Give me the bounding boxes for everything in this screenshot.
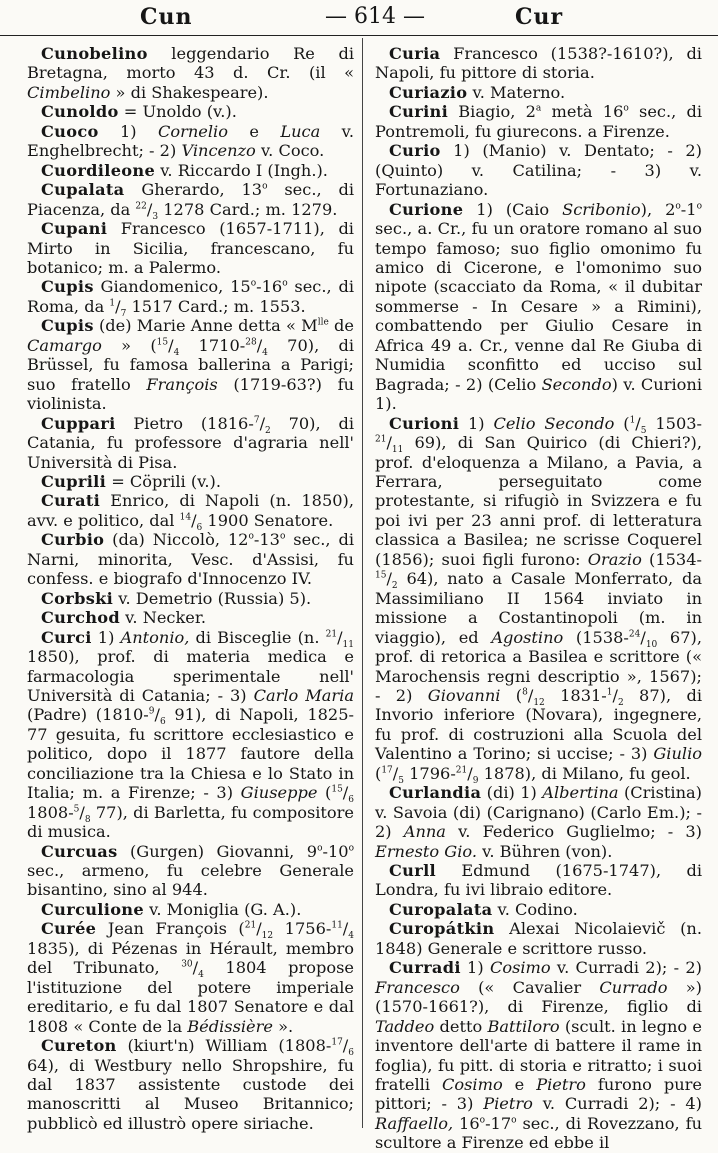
- entry-text: v. Codino.: [492, 899, 578, 919]
- entry-text: 87), di Invorio inferiore (Novara), ingegnere, fu prof. di costruzioni alla Scuola del Valentino a Torino; si uccise; - 3): [375, 685, 702, 764]
- entry-text: sec., di Roma, da: [27, 277, 354, 316]
- entry-italic-text: Vincenzo: [181, 141, 256, 161]
- entry-text: /: [386, 569, 392, 589]
- entry-text: e: [502, 1075, 537, 1095]
- entry-headword: Curia: [389, 44, 441, 63]
- entry-text: o: [696, 201, 702, 212]
- entry-text: 6: [348, 795, 354, 806]
- entry-text: -10: [322, 841, 349, 861]
- entry-text: = Cöprili (v.).: [106, 471, 221, 491]
- entry-text: (de) Marie Anne detta « M: [93, 316, 318, 336]
- entry-text: 4: [173, 348, 180, 359]
- entry-text: /: [168, 335, 174, 355]
- entry-text: 64), nato a Casale Monferrato, da Massimiliano II 1564 inviato in missione a Costantinopoli (m. in viaggio), ed: [375, 569, 702, 647]
- entry-text: 91), di Napoli, 1825-77 gesuita, fu scrittore ecclesiastico e politico, dopo il 1877 fautore della conciliazione tra la Chiesa e lo Stato in Italia; m. a Firenze; - 3): [27, 705, 354, 803]
- entry-text: ) v. Curioni 1).: [375, 374, 702, 414]
- entry-text: (: [500, 685, 523, 705]
- entry-text: /: [342, 1036, 349, 1056]
- entry-text: v. Riccardo I (Ingh.).: [155, 160, 328, 180]
- entry-text: o: [479, 1115, 486, 1126]
- dictionary-entry: [375, 861, 702, 900]
- entry-text: 9: [148, 707, 155, 718]
- entry-text: 1) (Caio: [463, 199, 563, 219]
- entry-headword: Cunoldo: [41, 102, 119, 122]
- entry-text: v. Federico Guglielmo; - 3): [445, 822, 703, 842]
- entry-text: » (: [101, 335, 157, 355]
- entry-headword: Curée: [41, 919, 97, 939]
- running-head-left: Cun: [140, 4, 193, 30]
- entry-text: /: [191, 510, 197, 530]
- entry-text: 6: [196, 523, 203, 534]
- entry-text: 1: [606, 687, 613, 698]
- entry-text: 1) (Manio) v. Dentato; - 2) (Quinto) v. Catilina; - 3) v. Fortunaziano.: [375, 141, 702, 200]
- entry-text: = Unoldo (v.).: [118, 102, 237, 122]
- entry-text: 2: [265, 425, 271, 436]
- page-header: [0, 0, 718, 42]
- entry-text: 11: [342, 639, 354, 650]
- entry-text: v. Enghelbrecht; - 2): [27, 121, 355, 161]
- entry-italic-text: Bédissière: [187, 1016, 273, 1036]
- entry-text: ».: [272, 1016, 294, 1036]
- entry-text: 1796-: [403, 763, 456, 783]
- entry-headword: Curll: [389, 861, 436, 881]
- entry-text: v. Bühren (von).: [476, 841, 613, 861]
- entry-text: (: [614, 413, 630, 433]
- dictionary-entry: [27, 919, 354, 1036]
- entry-text: 1: [629, 415, 636, 426]
- dictionary-entry: [375, 919, 702, 958]
- dictionary-entry: [375, 900, 702, 919]
- entry-text: o: [317, 843, 323, 854]
- entry-headword: Curculione: [41, 899, 144, 919]
- dictionary-entry: [27, 102, 354, 121]
- entry-text: 11: [331, 921, 343, 931]
- entry-text: 17: [381, 765, 393, 776]
- entry-italic-text: François: [146, 374, 218, 394]
- entry-text: /: [259, 413, 266, 433]
- entry-headword: Curiazio: [389, 82, 468, 102]
- entry-text: 5: [73, 804, 80, 815]
- entry-headword: Cuordileone: [41, 160, 156, 180]
- entry-headword: Curradi: [389, 958, 461, 978]
- entry-italic-text: Celio Secondo: [493, 413, 615, 433]
- entry-text: o: [511, 1115, 517, 1126]
- page-number: — 614 —: [325, 4, 425, 29]
- dictionary-entry: [375, 200, 702, 414]
- entry-text: 6: [348, 1048, 354, 1059]
- entry-text: 1710-: [179, 335, 246, 355]
- entry-italic-text: Giuseppe: [240, 783, 318, 803]
- entry-text: Pietro (1816-: [115, 413, 254, 433]
- entry-italic-text: Pietro: [483, 1094, 533, 1114]
- dictionary-entry: [375, 141, 702, 199]
- entry-text: 1831-: [544, 685, 607, 705]
- entry-headword: Curbio: [41, 530, 105, 550]
- entry-italic-text: Secondo: [541, 374, 612, 394]
- entry-text: 15: [331, 784, 343, 795]
- entry-italic-text: Scribonio: [562, 199, 641, 219]
- entry-headword: Cupalata: [41, 180, 125, 200]
- entry-text: » di Shakespeare).: [110, 82, 269, 102]
- entry-text: o: [348, 843, 354, 854]
- entry-text: 21: [325, 629, 338, 640]
- entry-text: (: [317, 783, 332, 803]
- entry-text: v. Curradi 2); - 4): [532, 1094, 702, 1114]
- entry-headword: Curchod: [41, 608, 121, 628]
- entry-text: Enrico, di Napoli (n. 1850), avv. e politico, dal: [27, 491, 354, 530]
- entry-text: 70), di Catania, fu professore d'agraria nell' Università di Pisa.: [27, 413, 354, 472]
- entry-text: 1): [459, 413, 494, 433]
- entry-headword: Curopalata: [389, 899, 493, 919]
- dictionary-entry: [27, 44, 354, 102]
- entry-italic-text: Agostino: [491, 627, 564, 647]
- entry-text: v. Necker.: [120, 608, 206, 628]
- entry-text: /: [635, 413, 641, 433]
- entry-italic-text: Francesco: [375, 977, 460, 997]
- entry-text: 1808-: [27, 802, 74, 822]
- dictionary-entry: [27, 122, 354, 161]
- entry-text: sec., armeno, fu celebre Generale bisantino, sino al 944.: [27, 861, 354, 900]
- entry-text: /: [527, 685, 534, 705]
- dictionary-entry: [27, 219, 354, 277]
- entry-italic-text: Antonio,: [120, 627, 190, 647]
- dictionary-entry: [27, 900, 354, 919]
- entry-text: 22: [135, 201, 147, 212]
- entry-text: 69), di San Quirico (di Chieri?), prof. d'eloquenza a Milano, a Pavia, a Ferrara, perseguitato come protestante, si rifugiò in Svizzera e fu poi ivi per 23 anni prof. di letteratura classica a Basilea; ne scrisse Coquerel (1856); suoi figli furono:: [375, 433, 702, 569]
- entry-text: (scult. in legno e inventore dell'arte di battere il rame in foglia), fu pitt. di storia e ritratto; i suoi fratelli: [375, 1016, 702, 1095]
- entry-text: sec., di Piacenza, da: [27, 180, 354, 219]
- entry-text: 8: [522, 687, 528, 698]
- entry-headword: Cureton: [41, 1036, 117, 1056]
- running-head-right: Cur: [515, 4, 564, 30]
- entry-text: /: [192, 958, 199, 978]
- entry-text: /: [342, 783, 349, 803]
- entry-headword: Curati: [41, 491, 101, 511]
- entry-text: 5: [640, 425, 647, 436]
- entry-text: Edmund (1675-1747), di Londra, fu ivi libraio editore.: [375, 861, 702, 900]
- entry-text: (1538-: [563, 627, 629, 647]
- entry-text: 1804 propose l'istituzione del potere imperiale ereditario, e fu dal 1807 Senatore e dal 1808 « Conte de la: [27, 958, 354, 1036]
- entry-text: 3: [152, 211, 159, 222]
- entry-headword: Curci: [41, 627, 92, 647]
- entry-text: lle: [317, 317, 329, 328]
- entry-text: o: [262, 181, 268, 192]
- entry-text: 5: [398, 776, 404, 786]
- entry-headword: Curcuas: [41, 841, 118, 861]
- entry-text: 6: [159, 717, 166, 728]
- entry-text: 15: [156, 337, 169, 348]
- dictionary-entry: [27, 842, 354, 900]
- entry-text: 4: [262, 348, 268, 359]
- entry-text: 4: [198, 970, 204, 981]
- entry-text: 24: [628, 629, 641, 640]
- entry-text: sec., di Rovezzano, fu scultore a Firenze ed ebbe il: [375, 1113, 702, 1153]
- entry-text: /: [612, 685, 618, 705]
- entry-text: 70), di Brüssel, fu famosa ballerina a Parigi; suo fratello: [27, 335, 355, 394]
- header-rule: [0, 35, 718, 36]
- entry-text: 9: [472, 776, 479, 786]
- entry-text: -13: [253, 530, 280, 550]
- entry-text: furono pure pittori; - 3): [375, 1075, 702, 1114]
- entry-italic-text: Cornelio: [158, 121, 228, 141]
- entry-text: de: [328, 316, 355, 336]
- entry-italic-text: Camargo: [27, 335, 102, 355]
- entry-text: 10: [645, 639, 658, 650]
- entry-text: 15: [375, 570, 387, 581]
- entry-headword: Corbski: [41, 588, 114, 608]
- entry-text: Gherardo, 13: [124, 180, 263, 200]
- entry-text: 21: [244, 921, 257, 931]
- entry-text: 12: [261, 931, 274, 942]
- dictionary-entry: [27, 530, 354, 588]
- entry-text: Francesco (1657-1711), di Mirto in Sicilia, francescano, fu botanico; m. a Palermo.: [27, 219, 354, 277]
- entry-headword: Cuprili: [41, 471, 107, 491]
- entry-text: 14: [179, 512, 192, 523]
- entry-italic-text: Giovanni: [427, 685, 501, 705]
- entry-headword: Cupis: [41, 277, 94, 297]
- entry-text: 2: [391, 581, 398, 592]
- entry-text: sec., a. Cr., fu un oratore romano al suo tempo famoso; suo figlio omonimo fu amico di Cicerone, e l'omonimo suo nipote (scacciato da Roma, « il dubitar sommerse - In Cesare » a Rimini), combattendo per Giulio Cesare in Africa 49 a. Cr., venne dal Re Giuba di Numidia sconfitto ed ucciso sul Bagrada; - 2) (Celio: [375, 219, 702, 394]
- entry-text: (1534-: [641, 549, 702, 569]
- entry-text: 30: [181, 959, 193, 970]
- dictionary-entry: [27, 608, 354, 627]
- entry-text: 17: [331, 1037, 343, 1048]
- dictionary-entry: [27, 472, 354, 491]
- entry-text: 67), prof. di retorica a Basilea e scrittore (« Marochensis regni descriptio », 1567); - 2): [375, 627, 702, 705]
- entry-text: 1756-: [273, 919, 332, 939]
- entry-text: 16: [453, 1113, 480, 1133]
- entry-text: metà 16: [541, 102, 624, 122]
- entry-text: di Bisceglie (n.: [189, 627, 326, 647]
- entry-text: (1719-63?) fu violinista.: [27, 374, 354, 414]
- entry-headword: Cupani: [41, 219, 108, 239]
- entry-text: (Padre) (1810-: [27, 705, 149, 725]
- entry-text: Francesco (1538?-1610?), di Napoli, fu pittore di storia.: [375, 44, 702, 83]
- entry-text: /: [337, 627, 343, 647]
- entry-text: Biagio, 2: [448, 102, 536, 122]
- entry-text: detto: [434, 1016, 488, 1036]
- entry-italic-text: Ernesto Gio.: [375, 841, 477, 861]
- entry-text: -1: [680, 199, 697, 219]
- dictionary-entry: [27, 589, 354, 608]
- entry-text: (da) Niccolò, 12: [104, 530, 249, 550]
- entry-italic-text: Battiloro: [487, 1016, 560, 1036]
- entry-headword: Curioni: [389, 413, 460, 433]
- entry-text: /: [386, 433, 392, 453]
- entry-text: 1: [109, 298, 116, 309]
- entry-text: o: [248, 531, 254, 542]
- entry-text: /: [154, 705, 160, 725]
- entry-text: (Gurgen) Giovanni, 9: [117, 841, 318, 861]
- entry-text: /: [256, 919, 262, 939]
- entry-text: 1): [460, 958, 490, 978]
- entry-italic-text: Luca: [280, 121, 321, 141]
- dictionary-entry: [375, 958, 702, 1153]
- entry-headword: Curlandia: [389, 783, 482, 803]
- right-column: [375, 44, 702, 1153]
- entry-text: e: [227, 121, 281, 141]
- entry-italic-text: Raffaello,: [375, 1113, 454, 1133]
- entry-text: (Cristina) v. Savoia (di) (Carignano) (Carlo Em.); - 2): [375, 783, 702, 842]
- entry-text: /: [115, 296, 121, 316]
- entry-text: a: [535, 103, 542, 114]
- entry-text: sec., di Narni, minorita, Vesc. d'Assisi, fu confess. e biografo d'Innocenzo IV.: [27, 530, 354, 589]
- dictionary-entry: [27, 1036, 354, 1133]
- dictionary-entry: [27, 628, 354, 842]
- entry-text: 1278 Card.; m. 1279.: [158, 199, 338, 219]
- entry-text: 8: [84, 814, 91, 825]
- entry-italic-text: Cosimo: [441, 1075, 503, 1095]
- dictionary-entry: [375, 44, 702, 83]
- entry-text: 4: [348, 931, 354, 942]
- entry-text: Jean François (: [96, 919, 245, 939]
- dictionary-entry: [27, 180, 354, 222]
- entry-text: ), 2: [640, 199, 676, 219]
- entry-text: 7: [253, 415, 260, 426]
- entry-text: 1): [98, 121, 158, 141]
- dictionary-entry: [27, 277, 354, 320]
- entry-text: (di) 1): [481, 783, 543, 803]
- entry-text: 7: [120, 309, 127, 320]
- entry-text: leggendario Re di Bretagna, morto 43 d. Cr. (il «: [27, 44, 354, 83]
- entry-italic-text: Currado: [599, 977, 668, 997]
- dictionary-entry: [27, 491, 354, 534]
- column-divider: [362, 38, 363, 1128]
- entry-text: v. Materno.: [467, 82, 566, 102]
- entry-italic-text: Orazio: [587, 549, 642, 569]
- entry-text: sec., di Pontremoli, fu giurecons. a Firenze.: [375, 102, 702, 141]
- entry-text: (« Cavalier: [459, 977, 600, 997]
- entry-text: /: [79, 802, 85, 822]
- entry-italic-text: Albertina: [542, 783, 619, 803]
- entry-text: /: [467, 763, 473, 783]
- entry-italic-text: Anna: [403, 822, 446, 842]
- entry-text: -17: [485, 1113, 512, 1133]
- entry-headword: Curione: [389, 199, 464, 219]
- dictionary-entry: [27, 161, 354, 180]
- entry-headword: Cuppari: [41, 413, 116, 433]
- entry-text: /: [146, 199, 153, 219]
- entry-headword: Curini: [389, 102, 449, 122]
- entry-text: ») (1570-1661?), di Firenze, figlio di: [375, 977, 702, 1017]
- entry-text: /: [392, 763, 399, 783]
- left-column: [27, 44, 354, 1133]
- entry-text: o: [279, 531, 286, 542]
- entry-text: 1900 Senatore.: [202, 510, 334, 530]
- dictionary-entry: [375, 83, 702, 102]
- entry-text: o: [675, 201, 681, 212]
- entry-text: /: [640, 627, 646, 647]
- dictionary-entry: [375, 414, 702, 784]
- entry-text: v. Moniglia (G. A.).: [143, 899, 302, 919]
- entry-headword: Cupis: [41, 316, 94, 336]
- entry-text: 11: [391, 445, 404, 456]
- entry-headword: Curio: [389, 141, 441, 161]
- entry-text: 1878), di Milano, fu geol.: [478, 763, 691, 783]
- entry-text: 1): [91, 627, 121, 647]
- entry-headword: Cuoco: [41, 121, 99, 141]
- entry-text: 1517 Card.; m. 1553.: [126, 296, 306, 316]
- entry-text: 21: [455, 765, 468, 776]
- entry-text: 12: [533, 698, 545, 709]
- dictionary-entry: [27, 316, 354, 413]
- entry-text: 64), di Westbury nello Shropshire, fu dal 1837 assistente custode dei manoscritti al Museo Britannico; pubblicò ed illustrò opere siriache.: [27, 1055, 354, 1133]
- entry-text: /: [342, 919, 349, 939]
- dictionary-entry: [27, 414, 354, 472]
- entry-italic-text: Cimbelino: [27, 82, 111, 102]
- entry-text: 28: [245, 337, 257, 348]
- entry-headword: Cunobelino: [41, 44, 148, 63]
- entry-headword: Curopátkin: [389, 919, 495, 939]
- entry-text: o: [250, 279, 257, 290]
- entry-text: v. Curradi 2); - 2): [550, 958, 702, 978]
- entry-text: 21: [375, 434, 387, 445]
- entry-text: (kiurt'n) William (1808-: [116, 1036, 332, 1056]
- entry-italic-text: Cosimo: [489, 958, 551, 978]
- entry-text: /: [256, 335, 263, 355]
- entry-italic-text: Pietro: [536, 1075, 586, 1095]
- entry-text: v. Coco.: [255, 141, 325, 161]
- entry-text: v. Demetrio (Russia) 5).: [113, 588, 312, 608]
- entry-text: o: [282, 279, 288, 290]
- entry-text: 1850), prof. di materia medica e farmacologia sperimentale nell' Università di Catania; - 3): [27, 647, 354, 705]
- dictionary-entry: [375, 102, 702, 141]
- entry-text: 2: [617, 698, 624, 709]
- entry-text: Giandomenico, 15: [93, 277, 251, 297]
- entry-italic-text: Giulio: [653, 744, 702, 764]
- entry-italic-text: Taddeo: [375, 1016, 435, 1036]
- entry-text: 77), di Barletta, fu compositore di musica.: [27, 802, 354, 842]
- entry-text: o: [623, 103, 629, 114]
- dictionary-entry: [375, 783, 702, 861]
- entry-text: 1503-: [646, 413, 703, 433]
- entry-text: (: [375, 763, 382, 783]
- entry-text: Alexai Nicolaievič (n. 1848) Generale e scrittore russo.: [375, 919, 702, 958]
- entry-text: 1835), di Pézenas in Hérault, membro del Tribunato,: [27, 938, 354, 978]
- entry-text: -16: [256, 277, 283, 297]
- entry-italic-text: Carlo Maria: [253, 685, 354, 705]
